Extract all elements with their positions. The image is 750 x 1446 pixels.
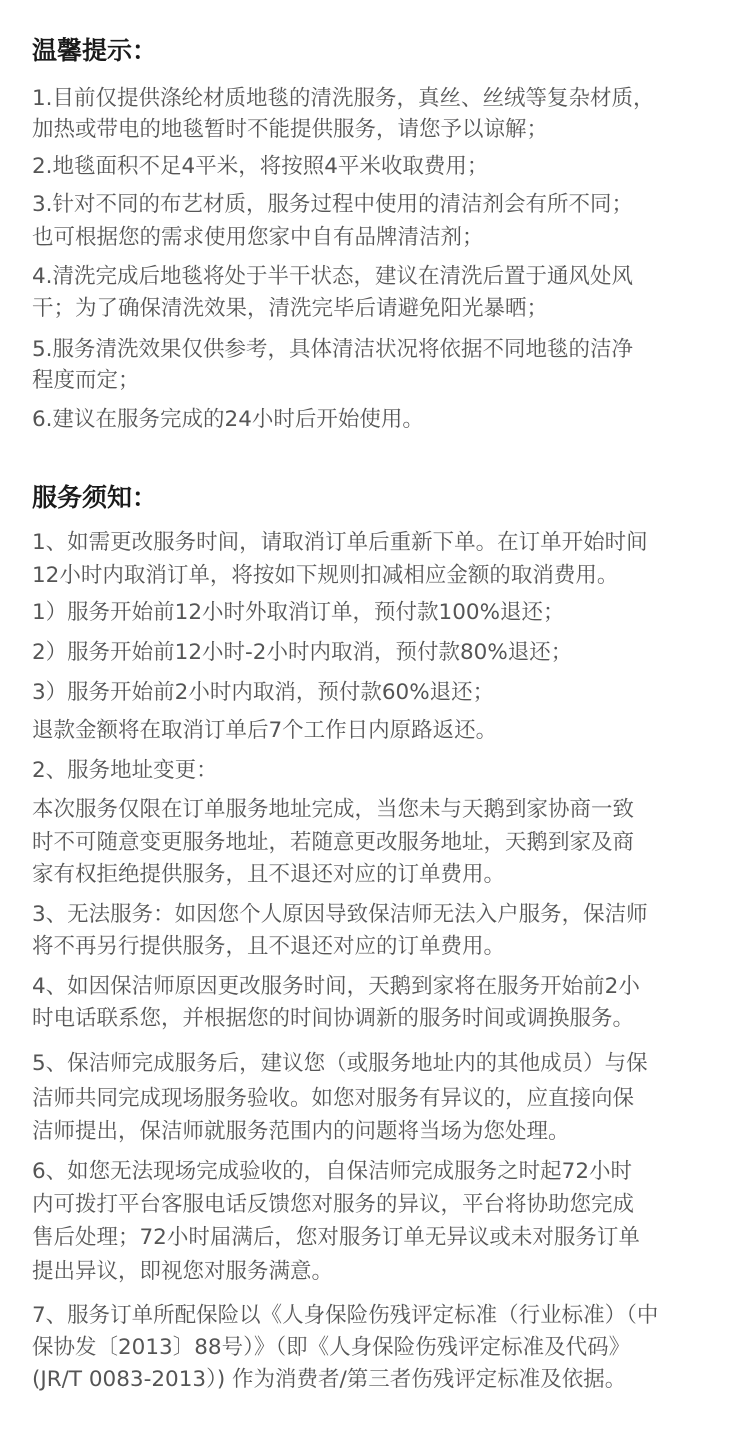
notice-line: 12小时内取消订单，将按如下规则扣减相应金额的取消费用。 (32, 563, 619, 588)
notice-line: 5、保洁师完成服务后，建议您（或服务地址内的其他成员）与保 (32, 1051, 648, 1076)
notice-line: 3）服务开始前2小时内取消，预付款60%退还； (32, 680, 495, 705)
tips-line: 6.建议在服务完成的24小时后开始使用。 (32, 407, 424, 432)
tips-line: 2.地毯面积不足4平米，将按照4平米收取费用； (32, 154, 489, 179)
notice-line: 4、如因保洁师原因更改服务时间，天鹅到家将在服务开始前2小 (32, 974, 640, 999)
notice-line: 1、如需更改服务时间，请取消订单后重新下单。在订单开始时间 (32, 530, 648, 555)
tips-line: 也可根据您的需求使用您家中自有品牌清洁剂； (32, 225, 484, 250)
tips-title: 温馨提示： (32, 36, 158, 65)
notice-line: 6、如您无法现场完成验收的，自保洁师完成服务之时起72小时 (32, 1159, 633, 1184)
tips-line: 3.针对不同的布艺材质，服务过程中使用的清洁剂会有所不同； (32, 192, 634, 217)
notice-line: 2、服务地址变更： (32, 758, 218, 783)
notice-line: 退款金额将在取消订单后7个工作日内原路返还。 (32, 718, 498, 743)
tips-line: 加热或带电的地毯暂时不能提供服务，请您予以谅解； (32, 117, 549, 142)
notice-line: 售后处理；72小时届满后，您对服务订单无异议或未对服务订单 (32, 1225, 640, 1250)
notice-line: (JR/T 0083-2013）) 作为消费者/第三者伤残评定标准及依据。 (32, 1367, 627, 1392)
notice-line: 家有权拒绝提供服务，且不退还对应的订单费用。 (32, 862, 506, 887)
notice-line: 保协发〔2013〕88号）》（即《人身保险伤残评定标准及代码》 (32, 1335, 631, 1360)
notice-line: 本次服务仅限在订单服务地址完成，当您未与天鹅到家协商一致 (32, 797, 635, 822)
tips-line: 程度而定； (32, 368, 140, 393)
tips-line: 1.目前仅提供涤纶材质地毯的清洗服务，真丝、丝绒等复杂材质， (32, 86, 655, 111)
notice-line: 2）服务开始前12小时-2小时内取消，预付款80%退还； (32, 640, 573, 665)
notice-line: 内可拨打平台客服电话反馈您对服务的异议，平台将协助您完成 (32, 1192, 635, 1217)
notice-line: 时电话联系您，并根据您的时间协调新的服务时间或调换服务。 (32, 1006, 635, 1031)
notice-line: 洁师提出，保洁师就服务范围内的问题将当场为您处理。 (32, 1119, 570, 1144)
notice-line: 洁师共同完成现场服务验收。如您对服务有异议的，应直接向保 (32, 1086, 635, 1111)
notice-line: 时不可随意变更服务地址，若随意更改服务地址，天鹅到家及商 (32, 830, 635, 855)
tips-line: 5.服务清洗效果仅供参考，具体清洁状况将依据不同地毯的洁净 (32, 337, 634, 362)
tips-line: 干；为了确保清洗效果，清洗完毕后请避免阳光暴晒； (32, 296, 549, 321)
notice-line: 提出异议，即视您对服务满意。 (32, 1259, 334, 1284)
notice-line: 1）服务开始前12小时外取消订单，预付款100%退还； (32, 600, 565, 625)
notice-line: 7、服务订单所配保险以《人身保险伤残评定标准（行业标准）（中 (32, 1303, 659, 1328)
notice-title: 服务须知： (32, 483, 158, 512)
notice-line: 将不再另行提供服务，且不退还对应的订单费用。 (32, 934, 506, 959)
notice-line: 3、无法服务：如因您个人原因导致保洁师无法入户服务，保洁师 (32, 902, 648, 927)
tips-line: 4.清洗完成后地毯将处于半干状态，建议在清洗后置于通风处风 (32, 264, 634, 289)
